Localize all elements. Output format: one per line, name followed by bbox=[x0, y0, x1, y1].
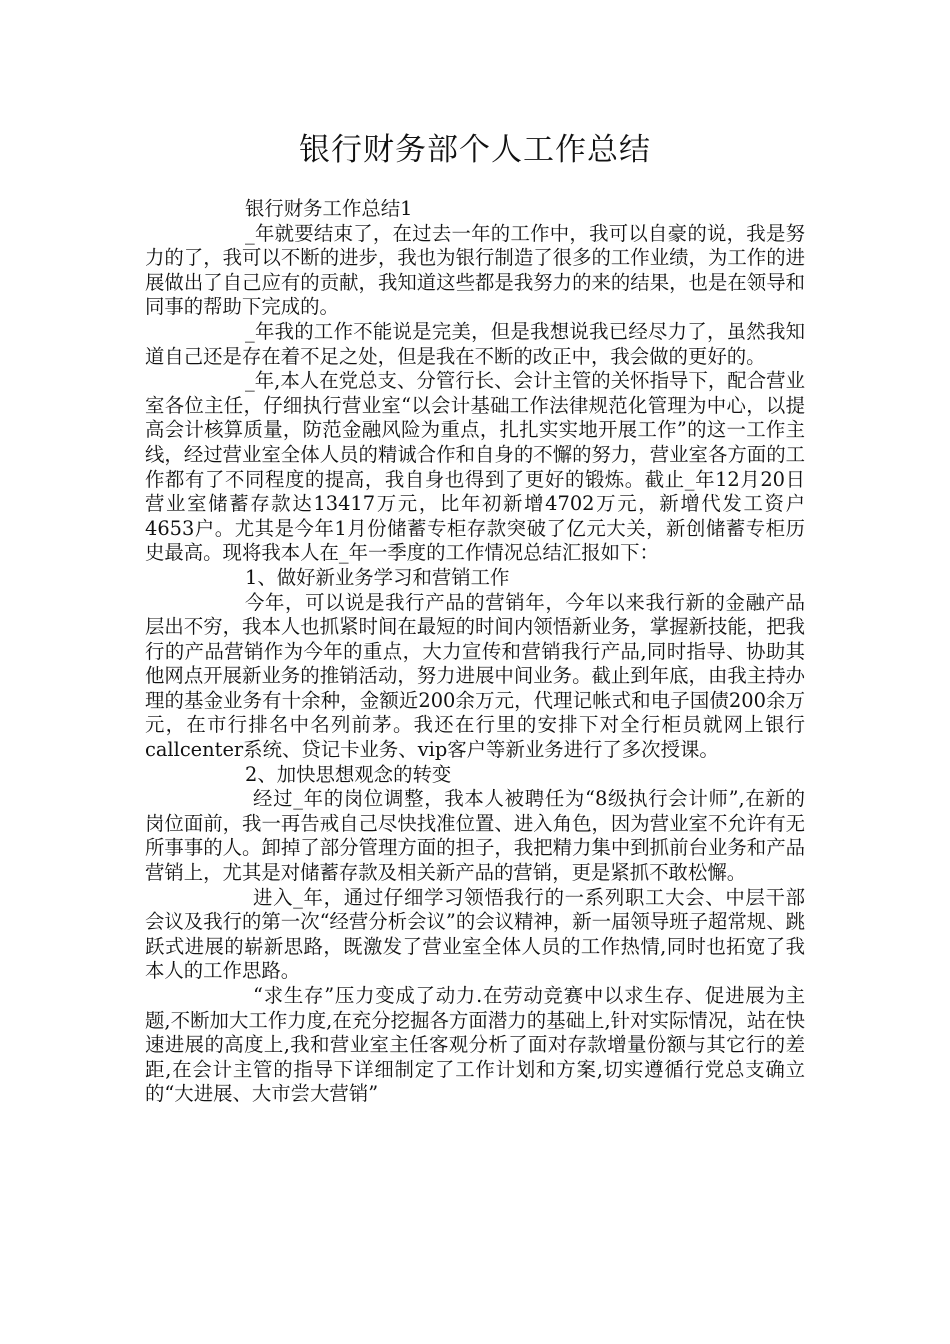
paragraph: 经过_年的岗位调整，我本人被聘任为“8级执行会计师”,在新的岗位面前，我一再告戒自己尽快找准位置、进入角色，因为营业室不允许有无所事事的人。卸掉了部分管理方面的担子，我把精力集中到抓前台业务和产品营销上，尤其是对储蓄存款及相关新产品的营销，更是紧抓不敢松懈。 bbox=[145, 787, 805, 885]
paragraph: 今年，可以说是我行产品的营销年，今年以来我行新的金融产品层出不穷，我本人也抓紧时间在最短的时间内领悟新业务，掌握新技能，把我行的产品营销作为今年的重点，大力宣传和营销我行产品,同时指导、协助其他网点开展新业务的推销活动，努力进展中间业务。截止到年底，由我主持办理的基金业务有十余种，金额近200余万元，代理记帐式和电子国债200余万元，在市行排名中名列前茅。我还在行里的安排下对全行柜员就网上银行callcenter系统、贷记卡业务、vip客户等新业务进行了多次授课。 bbox=[145, 590, 805, 762]
paragraph: “求生存”压力变成了动力.在劳动竞赛中以求生存、促进展为主题,不断加大工作力度,在充分挖掘各方面潜力的基础上,针对实际情况，站在快速进展的高度上,我和营业室主任客观分析了面对存款增量份额与其它行的差距,在会计主管的指导下详细制定了工作计划和方案,切实遵循行党总支确立的“大进展、大市尝大营销” bbox=[145, 984, 805, 1106]
section-heading-2: 2、加快思想观念的转变 bbox=[245, 762, 452, 786]
paragraph: _年,本人在党总支、分管行长、会计主管的关怀指导下，配合营业室各位主任，仔细执行营业室“以会计基础工作法律规范化管理为中心，以提高会计核算质量，防范金融风险为重点，扎扎实实地开展工作”的这一工作主线，经过营业室全体人员的精诚合作和自身的不懈的努力，营业室各方面的工作都有了不同程度的提高，我自身也得到了更好的锻炼。截止_年12月20日营业室储蓄存款达13417万元，比年初新增4702万元，新增代发工资户4653户。尤其是今年1月份储蓄专柜存款突破了亿元大关，新创储蓄专柜历史最高。现将我本人在_年一季度的工作情况总结汇报如下： bbox=[145, 369, 805, 565]
document-title: 银行财务部个人工作总结 bbox=[299, 132, 651, 168]
paragraph: _年我的工作不能说是完美，但是我想说我已经尽力了，虽然我知道自己还是存在着不足之处，但是我在不断的改正中，我会做的更好的。 bbox=[145, 319, 805, 368]
document-subtitle: 银行财务工作总结1 bbox=[245, 197, 413, 220]
section-heading-1: 1、做好新业务学习和营销工作 bbox=[245, 565, 510, 589]
paragraph: 进入_年，通过仔细学习领悟我行的一系列职工大会、中层干部会议及我行的第一次“经营分析会议”的会议精神，新一届领导班子超常规、跳跃式进展的崭新思路，既激发了营业室全体人员的工作热情,同时也拓宽了我本人的工作思路。 bbox=[145, 885, 805, 983]
paragraph: _年就要结束了，在过去一年的工作中，我可以自豪的说，我是努力的了，我可以不断的进步，我也为银行制造了很多的工作业绩，为工作的进展做出了自己应有的贡献，我知道这些都是我努力的来的结果，也是在领导和同事的帮助下完成的。 bbox=[145, 221, 805, 319]
document-body bbox=[145, 197, 805, 1107]
